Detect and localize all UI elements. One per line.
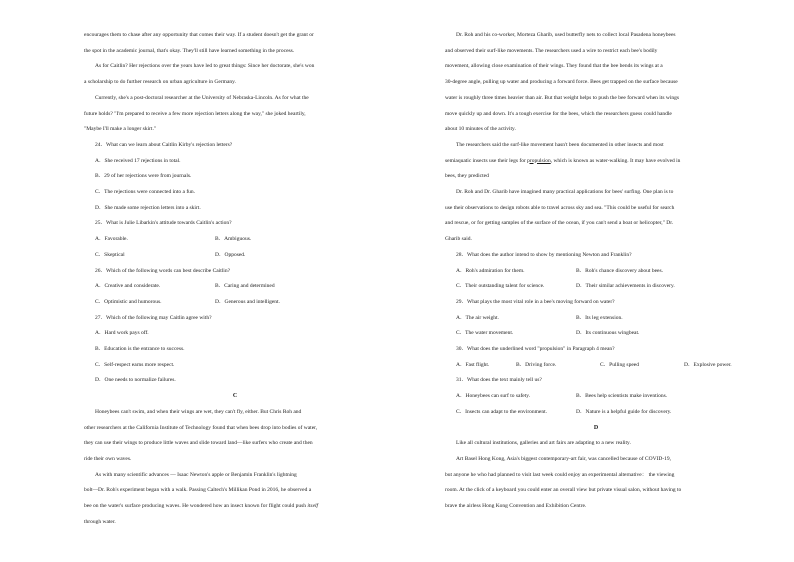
question-31: 31．What does the text mainly tell us? [456,377,542,384]
option-25d[interactable]: D．Opposed. [215,251,246,258]
text-line: water is roughly three times heavier than air. But that weight helps to push the bee forward when its wings [445,94,679,101]
options-row [445,389,747,405]
option-30d[interactable]: D．Explosive power. [684,361,732,368]
text-line: movement, allowing close examination of their wings. They found that the bee bends its wings at a [445,63,663,70]
text-line: room. At the click of a keyboard you could enter an overall view but private visual salon, without having to [445,487,682,494]
text-line: Like all cultural institutions, galleries and art fairs are adapting to a new reality. [456,440,631,447]
option-29a[interactable]: A．The air weight. [456,314,499,321]
text-line: bees, they predicted [445,173,489,180]
options-row [84,232,386,248]
option-29c[interactable]: C．The water movement. [456,330,514,337]
question-25: 25．What is Julie Libarkin's attitude towards Caitlin's action? [95,220,232,227]
section-heading-c: C [232,393,238,400]
option-28d[interactable]: D．Their similar achievements in discovery. [576,283,675,290]
question-27: 27．Which of the following may Caitlin agree with? [95,314,212,321]
option-30a[interactable]: A．Fast flight. [456,361,490,368]
text-span: , which is known as water-walking. It may have evolved in [550,157,681,164]
text-line: Art Basel Hong Kong, Asia's biggest contemporary-art fair, was cancelled because of COVID-19, [456,455,672,462]
question-26: 26．Which of the following words can best describe Caitlin? [95,267,231,274]
text-line: they can use their wings to produce little waves and slide toward land—like surfers who create and then [84,440,313,447]
option-27b[interactable]: B．Education is the entrance to success. [95,346,185,353]
text-line: As with many scientific advances — Isaac Newton's apple or Benjamin Franklin's lightning [95,471,297,478]
option-26a[interactable]: A．Creative and considerate. [95,283,161,290]
option-31c[interactable]: C．Insects can adapt to the environment. [456,408,548,415]
text-line: and rescue, or for getting samples of the surface of the ocean, if you can't send a boat or helicopter," Dr. [445,220,674,227]
option-27c[interactable]: C．Self-respect earns more respect. [95,361,175,368]
options-row [84,248,386,264]
option-29b[interactable]: B．Its leg extension. [576,314,623,321]
option-24a[interactable]: A．She received 17 rejections in total. [95,157,181,164]
text-line: brave the airless Hong Kong Convention and Exhibition Centre. [445,503,587,510]
options-row [84,279,386,295]
option-28a[interactable]: A．Roh's admiration for them. [456,267,525,274]
text-line: about 10 minutes of the activity. [445,126,516,133]
question-28: 28．What does the author intend to show by mentioning Newton and Franklin? [456,251,632,258]
option-29d[interactable]: D．Its continuous wingbeat. [576,330,640,337]
option-30b[interactable]: B．Driving force. [516,361,557,368]
text-line: Gharib said. [445,236,472,243]
option-30c[interactable]: C．Pulling speed [600,361,639,368]
option-31d[interactable]: D．Nature is a helpful guide for discovery. [576,408,672,415]
option-26b[interactable]: B．Caring and determined [215,283,275,290]
option-24c[interactable]: C．The rejections were connected into a fun. [95,189,196,196]
question-30: 30．What does the underlined word "propulsion" in Paragraph 4 mean? [456,346,615,353]
option-24d[interactable]: D．She made some rejection letters into a skirt. [95,204,201,211]
question-29: 29．What plays the most vital role in a bee's moving forward on water? [456,298,615,305]
text-line: As for Caitlin? Her rejections over the years have led to great things: Since her doctorate, she's won [95,63,315,70]
italic-word: itself [307,503,319,510]
text-line: Honeybees can't swim, and when their wings are wet, they can't fly, either. But Chris Roh and [95,408,302,415]
section-heading-d: D [593,424,599,431]
option-28c[interactable]: C．Their outstanding talent for science. [456,283,545,290]
text-line: but anyone he who had planned to visit last week could enjoy an experimental alternative： the viewing [445,471,675,478]
options-row [445,358,747,374]
underlined-word: propulsion [527,157,551,164]
option-31b[interactable]: B．Bees help scientists make inventions. [576,393,668,400]
option-24b[interactable]: B．29 of her rejections were from journals. [95,173,192,180]
option-27d[interactable]: D．One needs to normalize failures. [95,377,176,384]
text-line: Dr. Roh and Dr. Gharib have imagined many practical applications for bees' surfing. One plan is to [456,189,674,196]
text-line: Currently, she's a post-doctoral researcher at the University of Nebraska-Lincoln. As for what the [95,94,309,101]
text-line: encourages them to chase after any opportunity that comes their way. If a student doesn't get the grant or [84,32,314,38]
text-line: Dr. Roh and his co-worker, Morteza Gharib, used butterfly nets to collect local Pasadena honeybees [456,32,676,38]
option-27a[interactable]: A．Hard work pays off. [95,330,149,337]
options-row [84,295,386,311]
options-row [445,405,747,421]
left-column [84,28,386,531]
text-line [445,154,747,170]
option-26d[interactable]: D．Generous and intelligent. [215,298,280,305]
option-25a[interactable]: A．Favorable. [95,236,128,243]
text-line: a scholarship to do further research on urban agriculture in Germany. [84,79,236,86]
option-26c[interactable]: C．Optimistic and humorous. [95,298,162,305]
text-span: semiaquatic insects use their legs for [445,157,528,164]
text-line: bolt—Dr. Roh's experiment began with a walk. Passing Caltech's Millikan Pond in 2016, he observed a [84,487,312,494]
text-line: ride their own waves. [84,455,132,462]
option-25c[interactable]: C．Skeptical [95,251,125,258]
options-row [445,264,747,280]
text-line: "Maybe I'll make a longer skirt." [84,126,157,133]
text-line: through water. [84,518,116,525]
text-line: future holds? "I'm prepared to receive a few more rejection letters along the way," she joked heartily, [84,110,306,117]
options-row [445,279,747,295]
option-25b[interactable]: B．Ambiguous. [215,236,252,243]
text-span: bee on the water's surface producing waves. He wondered how an insect known for flight could push [84,503,308,510]
text-line: use their observations to design robots able to travel across sky and sea. "This could be useful for search [445,204,675,211]
text-line: 30-degree angle, pulling up water and producing a forward force. Bees get trapped on the surface because [445,79,678,86]
text-line: other researchers at the California Institute of Technology found that when bees drop into bodies of water, [84,424,318,431]
text-line: and observed their surf-like movements. The researchers used a wire to restrict each bee's bodily [445,47,658,54]
options-row [445,311,747,327]
text-line: The researchers said the surf-like movement hasn't been documented in other insects and most [456,141,664,148]
text-line [84,499,386,515]
option-28b[interactable]: B．Roh's chance discovery about bees. [576,267,663,274]
right-column [445,28,747,515]
options-row [445,326,747,342]
text-line: the spot in the academic journal, that's okay. They'll still have learned something in the process. [84,47,295,54]
option-31a[interactable]: A．Honeybees can surf to safety. [456,393,531,400]
text-line: move quickly up and down. It's a tough exercise for the bees, which the researchers guess could handle [445,110,672,117]
question-24: 24．What can we learn about Caitlin Kirby's rejection letters? [95,141,233,148]
